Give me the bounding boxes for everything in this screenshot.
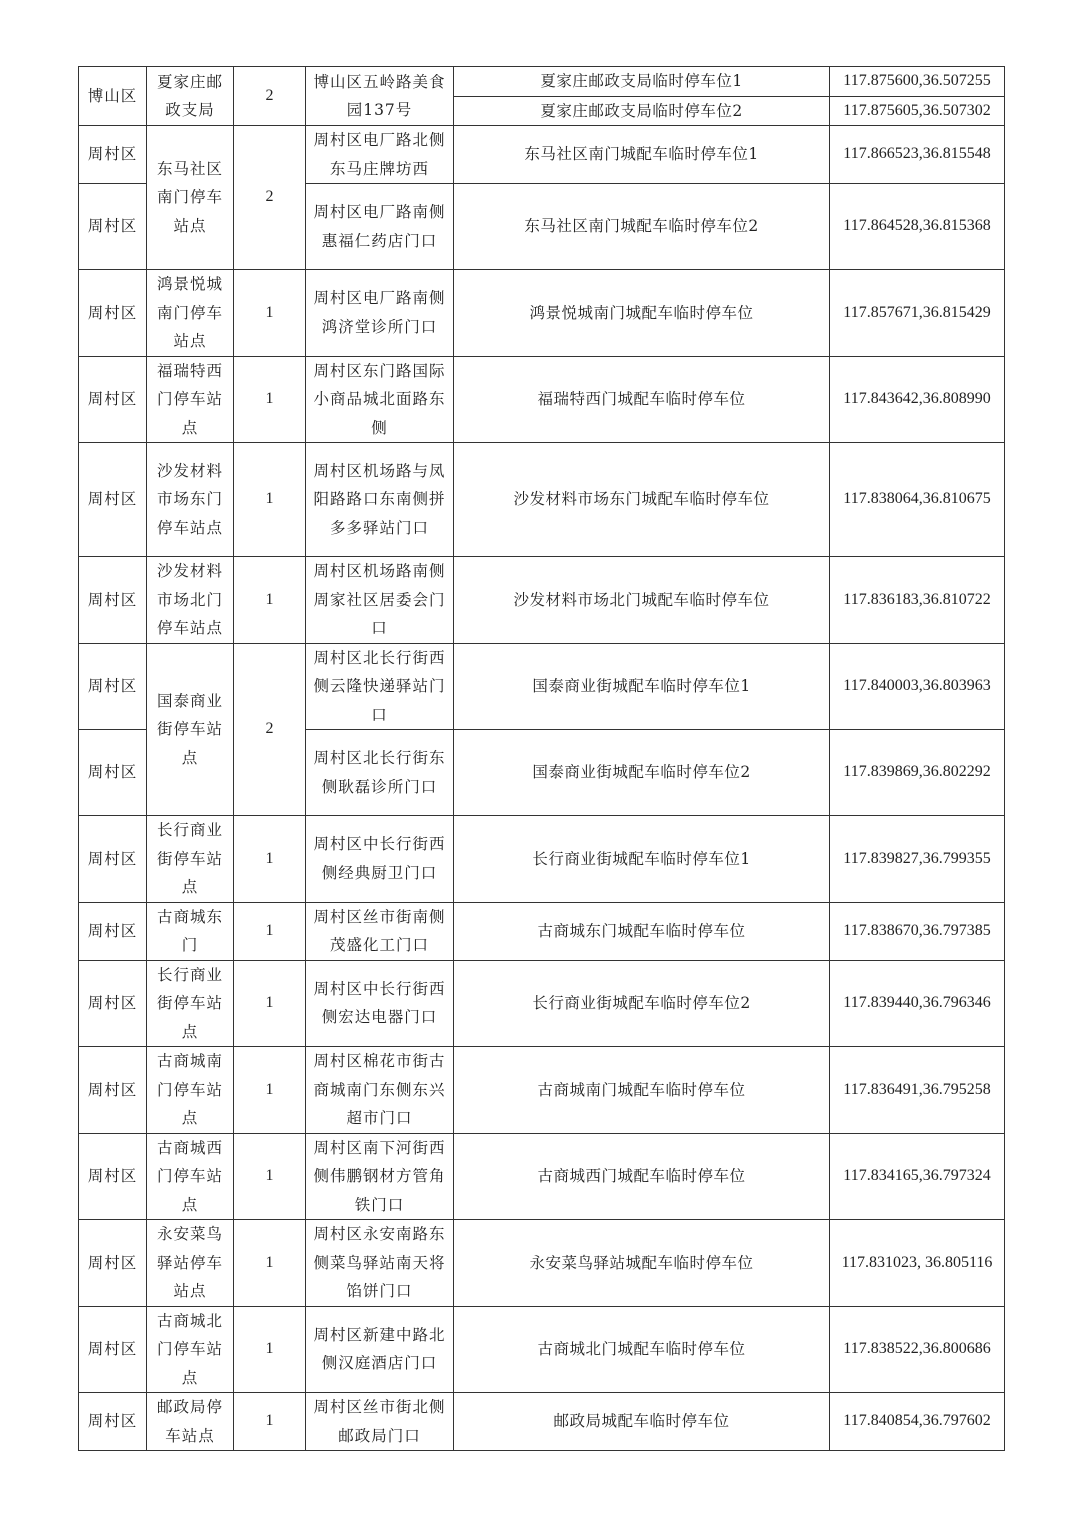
table-row (79, 67, 1005, 97)
coords-cell: 117.831023, 36.805116 (830, 1220, 1005, 1307)
spot-name-cell: 东马社区南门城配车临时停车位1 (454, 126, 830, 184)
site-cell: 古商城北门停车站点 (147, 1306, 234, 1393)
table-row (79, 557, 1005, 644)
address-cell: 周村区棉花市街古商城南门东侧东兴超市门口 (306, 1047, 454, 1134)
district-cell: 周村区 (79, 356, 147, 443)
district-cell: 周村区 (79, 184, 147, 270)
spot-name-cell: 国泰商业街城配车临时停车位2 (454, 730, 830, 816)
address-cell: 周村区电厂路南侧鸿济堂诊所门口 (306, 270, 454, 357)
table-row (79, 960, 1005, 1047)
spot-name-cell: 古商城西门城配车临时停车位 (454, 1133, 830, 1220)
count-cell: 1 (234, 1133, 306, 1220)
coords-cell: 117.875605,36.507302 (830, 96, 1005, 126)
address-cell: 周村区中长行街西侧经典厨卫门口 (306, 816, 454, 903)
site-cell: 长行商业街停车站点 (147, 816, 234, 903)
count-cell: 1 (234, 356, 306, 443)
count-cell: 2 (234, 67, 306, 126)
coords-cell: 117.838064,36.810675 (830, 443, 1005, 557)
count-cell: 2 (234, 126, 306, 270)
district-cell: 周村区 (79, 1133, 147, 1220)
address-cell: 周村区北长行街东侧耿磊诊所门口 (306, 730, 454, 816)
count-cell: 2 (234, 643, 306, 816)
spot-name-cell: 古商城东门城配车临时停车位 (454, 902, 830, 960)
count-cell: 1 (234, 1220, 306, 1307)
count-cell: 1 (234, 270, 306, 357)
spot-name-cell: 夏家庄邮政支局临时停车位1 (454, 67, 830, 97)
site-cell: 长行商业街停车站点 (147, 960, 234, 1047)
address-cell: 周村区永安南路东侧菜鸟驿站南天将馅饼门口 (306, 1220, 454, 1307)
address-cell: 周村区新建中路北侧汉庭酒店门口 (306, 1306, 454, 1393)
table-row (79, 816, 1005, 903)
count-cell: 1 (234, 902, 306, 960)
spot-name-cell: 东马社区南门城配车临时停车位2 (454, 184, 830, 270)
address-cell: 周村区北长行街西侧云隆快递驿站门口 (306, 643, 454, 730)
count-cell: 1 (234, 1393, 306, 1451)
address-cell: 周村区机场路南侧周家社区居委会门口 (306, 557, 454, 644)
coords-cell: 117.857671,36.815429 (830, 270, 1005, 357)
spot-name-cell: 国泰商业街城配车临时停车位1 (454, 643, 830, 730)
spot-name-cell: 鸿景悦城南门城配车临时停车位 (454, 270, 830, 357)
count-cell: 1 (234, 443, 306, 557)
district-cell: 周村区 (79, 1047, 147, 1134)
site-cell: 国泰商业街停车站点 (147, 643, 234, 816)
table-row (79, 356, 1005, 443)
table-row (79, 1047, 1005, 1134)
district-cell: 周村区 (79, 557, 147, 644)
site-cell: 福瑞特西门停车站点 (147, 356, 234, 443)
coords-cell: 117.840003,36.803963 (830, 643, 1005, 730)
table-row (79, 1393, 1005, 1451)
district-cell: 周村区 (79, 902, 147, 960)
table-row (79, 270, 1005, 357)
count-cell: 1 (234, 816, 306, 903)
table-row (79, 1220, 1005, 1307)
coords-cell: 117.836491,36.795258 (830, 1047, 1005, 1134)
district-cell: 周村区 (79, 643, 147, 730)
district-cell: 周村区 (79, 960, 147, 1047)
district-cell: 周村区 (79, 1220, 147, 1307)
district-cell: 周村区 (79, 1306, 147, 1393)
site-cell: 邮政局停车站点 (147, 1393, 234, 1451)
spot-name-cell: 长行商业街城配车临时停车位2 (454, 960, 830, 1047)
coords-cell: 117.839827,36.799355 (830, 816, 1005, 903)
address-cell: 周村区丝市街北侧邮政局门口 (306, 1393, 454, 1451)
coords-cell: 117.838522,36.800686 (830, 1306, 1005, 1393)
table-row (79, 1306, 1005, 1393)
coords-cell: 117.838670,36.797385 (830, 902, 1005, 960)
count-cell: 1 (234, 1047, 306, 1134)
site-cell: 沙发材料市场东门停车站点 (147, 443, 234, 557)
address-cell: 周村区机场路与凤阳路路口东南侧拼多多驿站门口 (306, 443, 454, 557)
count-cell: 1 (234, 557, 306, 644)
coords-cell: 117.866523,36.815548 (830, 126, 1005, 184)
site-cell: 沙发材料市场北门停车站点 (147, 557, 234, 644)
spot-name-cell: 福瑞特西门城配车临时停车位 (454, 356, 830, 443)
coords-cell: 117.839869,36.802292 (830, 730, 1005, 816)
address-cell: 周村区电厂路南侧惠福仁药店门口 (306, 184, 454, 270)
site-cell: 东马社区南门停车站点 (147, 126, 234, 270)
table-row (79, 902, 1005, 960)
table-row (79, 643, 1005, 730)
address-cell: 周村区南下河街西侧伟鹏钢材方管角铁门口 (306, 1133, 454, 1220)
site-cell: 古商城西门停车站点 (147, 1133, 234, 1220)
address-cell: 博山区五岭路美食园137号 (306, 67, 454, 126)
coords-cell: 117.843642,36.808990 (830, 356, 1005, 443)
count-cell: 1 (234, 1306, 306, 1393)
site-cell: 古商城东门 (147, 902, 234, 960)
table-row (79, 126, 1005, 184)
table-row (79, 443, 1005, 557)
spot-name-cell: 沙发材料市场东门城配车临时停车位 (454, 443, 830, 557)
site-cell: 古商城南门停车站点 (147, 1047, 234, 1134)
site-cell: 鸿景悦城南门停车站点 (147, 270, 234, 357)
address-cell: 周村区东门路国际小商品城北面路东侧 (306, 356, 454, 443)
district-cell: 周村区 (79, 270, 147, 357)
spot-name-cell: 长行商业街城配车临时停车位1 (454, 816, 830, 903)
spot-name-cell: 古商城北门城配车临时停车位 (454, 1306, 830, 1393)
district-cell: 周村区 (79, 730, 147, 816)
table-row (79, 1133, 1005, 1220)
coords-cell: 117.839440,36.796346 (830, 960, 1005, 1047)
spot-name-cell: 邮政局城配车临时停车位 (454, 1393, 830, 1451)
coords-cell: 117.875600,36.507255 (830, 67, 1005, 97)
district-cell: 周村区 (79, 443, 147, 557)
site-cell: 永安菜鸟驿站停车站点 (147, 1220, 234, 1307)
spot-name-cell: 永安菜鸟驿站城配车临时停车位 (454, 1220, 830, 1307)
district-cell: 周村区 (79, 816, 147, 903)
parking-table (78, 66, 1005, 1451)
coords-cell: 117.840854,36.797602 (830, 1393, 1005, 1451)
coords-cell: 117.864528,36.815368 (830, 184, 1005, 270)
site-cell: 夏家庄邮政支局 (147, 67, 234, 126)
district-cell: 周村区 (79, 1393, 147, 1451)
spot-name-cell: 夏家庄邮政支局临时停车位2 (454, 96, 830, 126)
address-cell: 周村区中长行街西侧宏达电器门口 (306, 960, 454, 1047)
address-cell: 周村区丝市街南侧茂盛化工门口 (306, 902, 454, 960)
district-cell: 周村区 (79, 126, 147, 184)
count-cell: 1 (234, 960, 306, 1047)
address-cell: 周村区电厂路北侧东马庄牌坊西 (306, 126, 454, 184)
coords-cell: 117.834165,36.797324 (830, 1133, 1005, 1220)
coords-cell: 117.836183,36.810722 (830, 557, 1005, 644)
district-cell: 博山区 (79, 67, 147, 126)
spot-name-cell: 沙发材料市场北门城配车临时停车位 (454, 557, 830, 644)
spot-name-cell: 古商城南门城配车临时停车位 (454, 1047, 830, 1134)
